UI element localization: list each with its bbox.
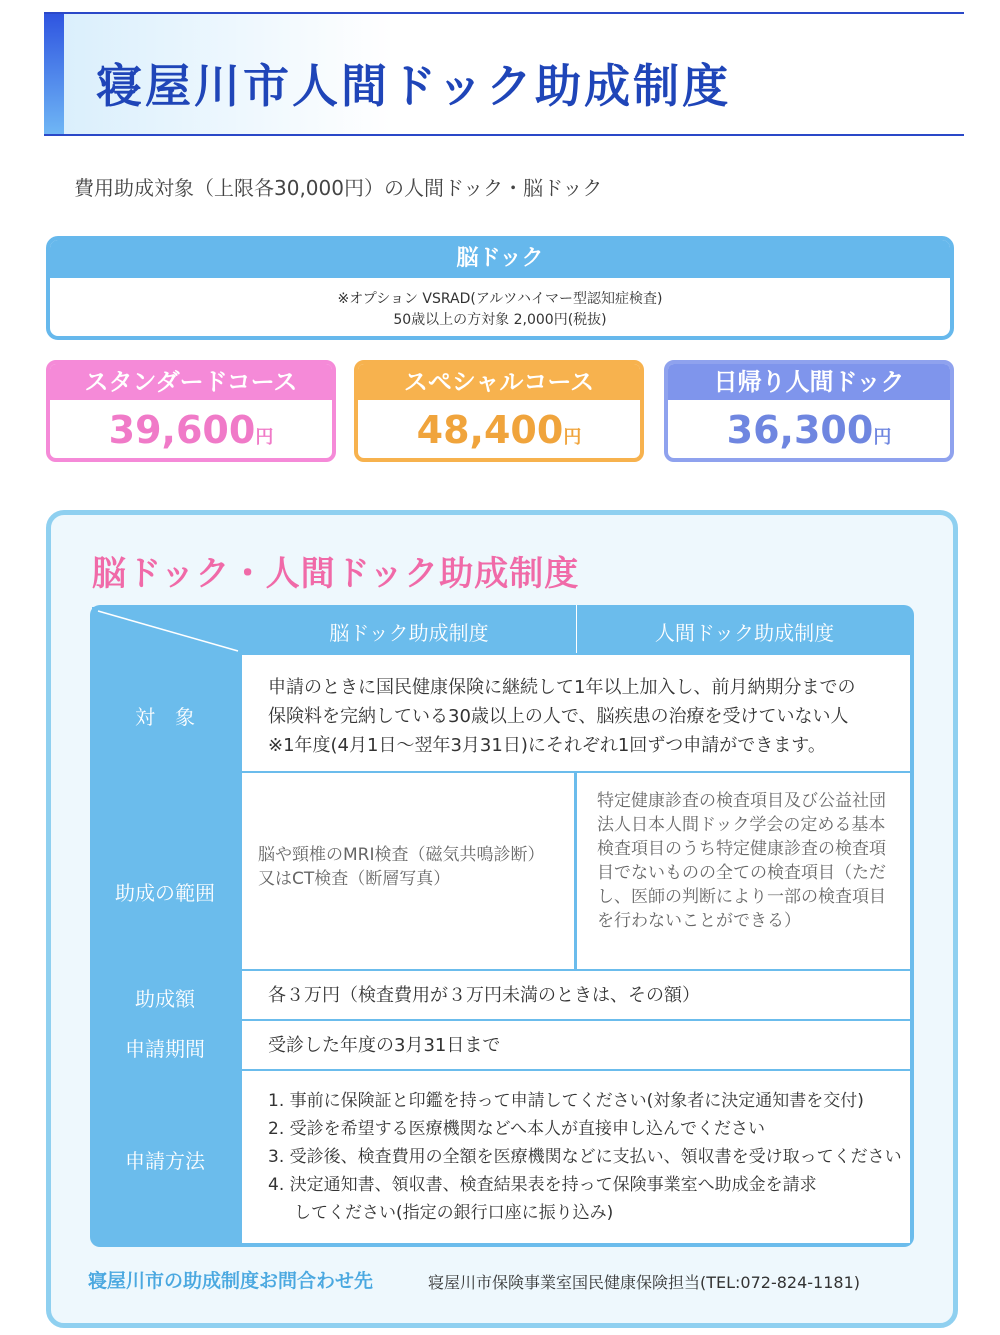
target-line3: ※1年度(4月1日〜翌年3月31日)にそれぞれ1回ずつ申請ができます。 bbox=[268, 735, 826, 756]
method-cell bbox=[242, 1071, 910, 1243]
amount-cell bbox=[242, 971, 910, 1019]
scope-brain-text: 脳や頸椎のMRI検査（磁気共鳴診断）又はCT検査（断層写真） bbox=[258, 845, 545, 889]
contact-info: 寝屋川市保険事業室国民健康保険担当(TEL:072-824-1181) bbox=[428, 1273, 861, 1292]
target-line1: 申請のときに国民健康保険に継続して1年以上加入し、前月納期分までの bbox=[268, 677, 856, 698]
course-name: 日帰り人間ドック bbox=[668, 364, 950, 400]
course-name: スペシャルコース bbox=[358, 364, 640, 400]
subsidy-subtitle: 費用助成対象（上限各30,000円）の人間ドック・脳ドック bbox=[74, 176, 603, 200]
col-header-brain: 脳ドック助成制度 bbox=[329, 621, 489, 645]
target-cell bbox=[242, 655, 910, 771]
scope-brain-cell bbox=[242, 773, 574, 969]
period-text: 受診した年度の3月31日まで bbox=[268, 1035, 501, 1056]
row-label-method: 申請方法 bbox=[125, 1149, 205, 1173]
method-item-4: 4. 決定通知書、領収書、検査結果表を持って保険事業室へ助成金を請求 bbox=[268, 1175, 817, 1195]
row-label-amount: 助成額 bbox=[135, 987, 195, 1011]
price-unit: 円 bbox=[873, 427, 892, 448]
header-accent-bar bbox=[44, 14, 64, 134]
brain-dock-note bbox=[50, 278, 950, 331]
course-card-special bbox=[354, 360, 644, 462]
subsidy-table bbox=[90, 605, 914, 1247]
price-unit: 円 bbox=[255, 427, 274, 448]
brain-dock-box bbox=[46, 236, 954, 340]
section-title: 脳ドック・人間ドック助成制度 bbox=[92, 554, 580, 594]
course-card-dayreturn bbox=[664, 360, 954, 462]
amount-text: 各３万円（検査費用が３万円未満のときは、その額） bbox=[268, 985, 700, 1006]
page-header bbox=[44, 12, 964, 136]
method-item-1: 1. 事前に保険証と印鑑を持って申請してください(対象者に決定通知書を交付) bbox=[268, 1091, 864, 1111]
row-label-period: 申請期間 bbox=[125, 1037, 205, 1061]
method-item-2: 2. 受診を希望する医療機関などへ本人が直接申し込んでください bbox=[268, 1119, 765, 1139]
target-line2: 保険料を完納している30歳以上の人で、脳疾患の治療を受けていない人 bbox=[268, 706, 849, 727]
scope-human-text: 特定健康診査の検査項目及び公益社団法人日本人間ドック学会の定める基本検査項目のうち特定健康診査の検査項目でないものの全ての検査項目（ただし、医師の判断により一部の検査項目を行わないことができる） bbox=[597, 791, 886, 931]
course-price bbox=[668, 400, 950, 452]
course-price bbox=[50, 400, 332, 452]
method-item-3: 3. 受診後、検査費用の全額を医療機関などに支払い、領収書を受け取ってください bbox=[268, 1147, 902, 1167]
contact-label: 寝屋川市の助成制度お問合わせ先 bbox=[88, 1270, 374, 1292]
page-title: 寝屋川市人間ドック助成制度 bbox=[96, 59, 732, 113]
price-value: 39,600 bbox=[108, 408, 256, 452]
corner-diagonal bbox=[92, 607, 240, 653]
price-value: 36,300 bbox=[726, 408, 874, 452]
col-header-human: 人間ドック助成制度 bbox=[654, 621, 835, 645]
brain-dock-note-line2: 50歳以上の方対象 2,000円(税抜) bbox=[393, 312, 607, 328]
scope-human-cell bbox=[577, 773, 910, 969]
corner-cell bbox=[92, 607, 240, 653]
row-label-scope: 助成の範囲 bbox=[115, 881, 215, 905]
price-value: 48,400 bbox=[416, 408, 564, 452]
period-cell bbox=[242, 1021, 910, 1069]
course-name: スタンダードコース bbox=[50, 364, 332, 400]
method-item-4-cont: してください(指定の銀行口座に振り込み) bbox=[294, 1203, 614, 1223]
row-label-target: 対 象 bbox=[135, 705, 195, 729]
course-price bbox=[358, 400, 640, 452]
price-unit: 円 bbox=[563, 427, 582, 448]
brain-dock-title: 脳ドック bbox=[50, 240, 950, 278]
brain-dock-note-line1: ※オプション VSRAD(アルツハイマー型認知症検査) bbox=[337, 291, 663, 307]
course-card-standard bbox=[46, 360, 336, 462]
